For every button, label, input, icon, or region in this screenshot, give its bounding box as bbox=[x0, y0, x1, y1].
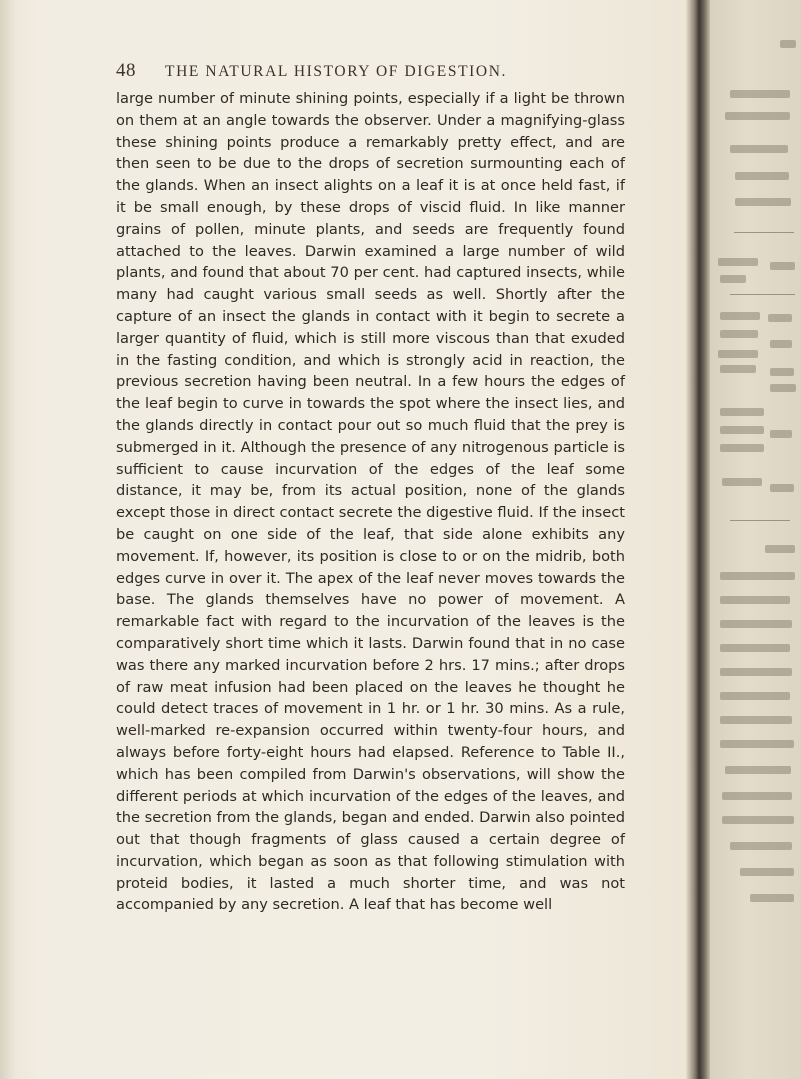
bleed-through-mark bbox=[740, 868, 794, 876]
bleed-through-rule bbox=[730, 294, 795, 295]
bleed-through-mark bbox=[720, 596, 790, 604]
bleed-through-mark bbox=[720, 692, 790, 700]
page-left-edge bbox=[0, 0, 16, 1079]
bleed-through-mark bbox=[750, 894, 794, 902]
bleed-through-mark bbox=[770, 484, 794, 492]
bleed-through-mark bbox=[725, 766, 791, 774]
bleed-through-mark bbox=[718, 258, 758, 266]
body-paragraph: large number of minute shining points, especially if a light be thrown on them at an angle towards the observer. Under a magnifying-glass these shining points produce a remarkably pretty effect, and are then seen to be due to the drops of secretion surmounting each of the glands. When an insect alights on a leaf it is at once held fast, if it be small enough, by these drops of viscid fluid. In like manner grains of pollen, minute plants, and seeds are frequently found attached to the leaves. Darwin examined a large number of wild plants, and found that about 70 per cent. had captured insects, while many had caught various small seeds as well. Shortly after the capture of an insect the glands in contact with it begin to secrete a larger quantity of fluid, which is still more viscous than that exuded in the fasting condition, and which is strongly acid in reaction, the previous secretion having been neutral. In a few hours the edges of the leaf begin to curve in towards the spot where the insect lies, and the glands directly in contact pour out so much fluid that the prey is submerged in it. Although the presence of any nitrogenous particle is sufficient to cause incurvation of the edges of the leaf some distance, it may be, from its actual position, none of the glands except those in direct contact secrete the digestive fluid. If the insect be caught on one side of the leaf, that side alone exhibits any movement. If, however, its position is close to or on the midrib, both edges curve in over it. The apex of the leaf never moves towards the base. The glands themselves have no power of movement. A remarkable fact with regard to the incurvation of the leaves is the comparatively short time which it lasts. Darwin found that in no case was there any marked incurvation before 2 hrs. 17 mins.; after drops of raw meat infusion had been placed on the leaves he thought he could detect traces of movement in 1 hr. or 1 hr. 30 mins. As a rule, well-marked re-expansion occurred within twenty-four hours, and always before forty-eight hours had elapsed. Reference to Table II., which has been compiled from Darwin's observations, will show the different periods at which incurvation of the edges of the leaves, and the secretion from the glands, began and ended. Darwin also pointed out that though fragments of glass caused a certain degree of incurvation, which began as soon as that following stimulation with proteid bodies, it lasted a much shorter time, and was not accompanied by any secretion. A leaf that has become well bbox=[116, 90, 625, 914]
bleed-through-mark bbox=[725, 112, 790, 120]
page-number: 48 bbox=[116, 60, 136, 81]
facing-page-edge bbox=[710, 0, 801, 1079]
bleed-through-mark bbox=[720, 330, 758, 338]
bleed-through-mark bbox=[730, 90, 790, 98]
bleed-through-mark bbox=[718, 350, 758, 358]
bleed-through-mark bbox=[735, 172, 789, 180]
bleed-through-mark bbox=[770, 368, 794, 376]
bleed-through-rule bbox=[730, 520, 790, 521]
bleed-through-mark bbox=[720, 644, 790, 652]
bleed-through-mark bbox=[720, 365, 756, 373]
bleed-through-mark bbox=[722, 816, 794, 824]
bleed-through-mark bbox=[720, 620, 792, 628]
bleed-through-mark bbox=[770, 430, 792, 438]
bleed-through-mark bbox=[770, 340, 792, 348]
bleed-through-mark bbox=[770, 262, 795, 270]
running-head: THE NATURAL HISTORY OF DIGESTION. bbox=[165, 63, 507, 80]
bleed-through-mark bbox=[765, 545, 795, 553]
bleed-through-mark bbox=[720, 408, 764, 416]
bleed-through-mark bbox=[720, 312, 760, 320]
bleed-through-rule bbox=[734, 232, 794, 233]
bleed-through-mark bbox=[770, 384, 796, 392]
bleed-through-mark bbox=[720, 668, 792, 676]
bleed-through-mark bbox=[768, 314, 792, 322]
bleed-through-mark bbox=[722, 478, 762, 486]
bleed-through-mark bbox=[722, 792, 792, 800]
bleed-through-mark bbox=[720, 444, 764, 452]
bleed-through-mark bbox=[735, 198, 791, 206]
bleed-through-mark bbox=[730, 842, 792, 850]
bleed-through-mark bbox=[720, 572, 795, 580]
bleed-through-mark bbox=[720, 740, 794, 748]
bleed-through-mark bbox=[720, 275, 746, 283]
book-gutter bbox=[686, 0, 710, 1079]
bleed-through-mark bbox=[730, 145, 788, 153]
bleed-through-mark bbox=[720, 426, 764, 434]
bleed-through-mark bbox=[720, 716, 792, 724]
bleed-through-mark bbox=[780, 40, 796, 48]
